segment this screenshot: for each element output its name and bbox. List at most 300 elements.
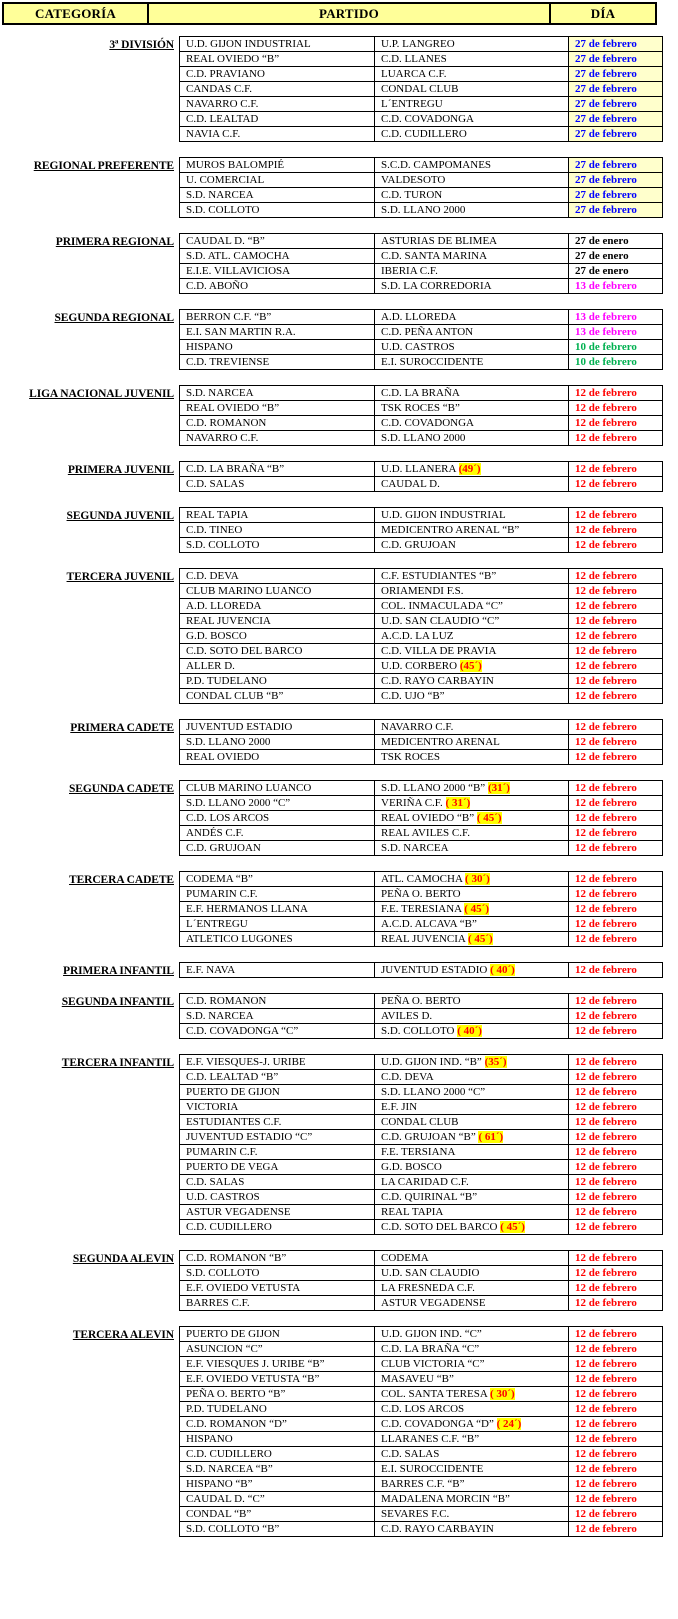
matches-table xyxy=(179,1054,663,1235)
home-team-cell: JUVENTUD ESTADIO “C” xyxy=(180,1130,375,1145)
matches-table xyxy=(179,233,663,294)
away-team-cell xyxy=(375,112,569,127)
home-team-cell: E.F. VIESQUES J. URIBE “B” xyxy=(180,1357,375,1372)
match-row xyxy=(180,1327,663,1342)
match-day-cell: 27 de febrero xyxy=(569,203,663,218)
away-team-cell xyxy=(375,1115,569,1130)
match-row xyxy=(180,188,663,203)
match-day-cell: 12 de febrero xyxy=(569,1130,663,1145)
away-team-name: S.D. LLANO 2000 “B” xyxy=(381,781,486,794)
match-day-cell: 27 de febrero xyxy=(569,158,663,173)
match-row xyxy=(180,234,663,249)
match-day-cell: 12 de febrero xyxy=(569,1266,663,1281)
category-section xyxy=(2,309,678,370)
minute-note: ( 24´) xyxy=(496,1417,522,1430)
match-row xyxy=(180,811,663,826)
away-team-cell xyxy=(375,1447,569,1462)
category-label: TERCERA JUVENIL xyxy=(66,571,174,583)
match-day-cell: 12 de febrero xyxy=(569,1190,663,1205)
away-team-cell xyxy=(375,902,569,917)
home-team-cell: S.D. COLLOTO xyxy=(180,1266,375,1281)
minute-note: ( 30´) xyxy=(465,872,490,885)
away-team-cell xyxy=(375,416,569,431)
match-row xyxy=(180,1281,663,1296)
match-row xyxy=(180,1296,663,1311)
match-day-cell: 27 de febrero xyxy=(569,188,663,203)
category-label: REGIONAL PREFERENTE xyxy=(33,160,174,172)
home-team-cell: C.D. ABOÑO xyxy=(180,279,375,294)
match-day-cell: 12 de febrero xyxy=(569,538,663,553)
away-team-cell xyxy=(375,158,569,173)
away-team-name: C.D. SANTA MARINA xyxy=(381,249,488,262)
away-team-cell xyxy=(375,1417,569,1432)
away-team-cell xyxy=(375,963,569,978)
match-row xyxy=(180,1357,663,1372)
home-team-cell: S.D. LLANO 2000 xyxy=(180,735,375,750)
match-day-cell: 12 de febrero xyxy=(569,1009,663,1024)
away-team-cell xyxy=(375,917,569,932)
home-team-cell: NAVIA C.F. xyxy=(180,127,375,142)
home-team-cell: L´ENTREGU xyxy=(180,917,375,932)
away-team-cell xyxy=(375,523,569,538)
match-day-cell: 12 de febrero xyxy=(569,902,663,917)
match-row xyxy=(180,887,663,902)
away-team-name: S.D. COLLOTO xyxy=(381,1024,455,1037)
match-day-cell: 27 de febrero xyxy=(569,37,663,52)
home-team-cell: MUROS BALOMPIÉ xyxy=(180,158,375,173)
match-day-cell: 12 de febrero xyxy=(569,523,663,538)
away-team-cell xyxy=(375,629,569,644)
away-team-name: C.D. LA BRAÑA “C” xyxy=(381,1342,480,1355)
match-row xyxy=(180,1024,663,1039)
away-team-cell xyxy=(375,538,569,553)
away-team-name: A.C.D. LA LUZ xyxy=(381,629,454,642)
away-team-name: LLARANES C.F. “B” xyxy=(381,1432,480,1445)
home-team-cell: E.F. OVIEDO VETUSTA xyxy=(180,1281,375,1296)
match-row xyxy=(180,1372,663,1387)
match-row xyxy=(180,735,663,750)
away-team-name: JUVENTUD ESTADIO xyxy=(381,963,488,976)
away-team-cell xyxy=(375,1100,569,1115)
match-row xyxy=(180,249,663,264)
match-day-cell: 12 de febrero xyxy=(569,1387,663,1402)
away-team-name: S.D. LLANO 2000 xyxy=(381,431,466,444)
home-team-cell: REAL JUVENCIA xyxy=(180,614,375,629)
match-row xyxy=(180,659,663,674)
match-row xyxy=(180,173,663,188)
home-team-cell: ANDÉS C.F. xyxy=(180,826,375,841)
away-team-name: IBERIA C.F. xyxy=(381,264,438,277)
away-team-cell xyxy=(375,1220,569,1235)
home-team-cell: ASUNCION “C” xyxy=(180,1342,375,1357)
match-row xyxy=(180,1342,663,1357)
home-team-cell: C.D. PRAVIANO xyxy=(180,67,375,82)
matches-table xyxy=(179,719,663,765)
home-team-cell: REAL OVIEDO “B” xyxy=(180,401,375,416)
match-row xyxy=(180,1266,663,1281)
away-team-cell xyxy=(375,82,569,97)
match-day-cell: 12 de febrero xyxy=(569,1492,663,1507)
match-day-cell: 27 de enero xyxy=(569,249,663,264)
match-row xyxy=(180,1130,663,1145)
match-row xyxy=(180,340,663,355)
minute-note: (45´) xyxy=(459,659,482,672)
away-team-name: U.D. CASTROS xyxy=(381,340,455,353)
match-row xyxy=(180,917,663,932)
away-team-name: S.C.D. CAMPOMANES xyxy=(381,158,492,171)
match-day-cell: 27 de febrero xyxy=(569,97,663,112)
home-team-cell: PEÑA O. BERTO “B” xyxy=(180,1387,375,1402)
away-team-cell xyxy=(375,127,569,142)
away-team-name: C.D. LLANES xyxy=(381,52,447,65)
match-row xyxy=(180,477,663,492)
match-row xyxy=(180,674,663,689)
away-team-name: C.D. TURON xyxy=(381,188,443,201)
table-header xyxy=(2,2,657,25)
match-row xyxy=(180,1175,663,1190)
away-team-cell xyxy=(375,796,569,811)
away-team-name: C.D. UJO “B” xyxy=(381,689,445,702)
away-team-cell xyxy=(375,431,569,446)
minute-note: ( 45´) xyxy=(476,811,502,824)
home-team-cell: C.D. ROMANON “D” xyxy=(180,1417,375,1432)
away-team-cell xyxy=(375,97,569,112)
home-team-cell: C.D. DEVA xyxy=(180,569,375,584)
away-team-name: TSK ROCES xyxy=(381,750,440,763)
match-day-cell: 27 de febrero xyxy=(569,67,663,82)
home-team-cell: S.D. NARCEA xyxy=(180,386,375,401)
match-day-cell: 12 de febrero xyxy=(569,826,663,841)
home-team-cell: P.D. TUDELANO xyxy=(180,674,375,689)
away-team-name: MASAVEU “B” xyxy=(381,1372,454,1385)
match-day-cell: 27 de febrero xyxy=(569,127,663,142)
match-row xyxy=(180,1070,663,1085)
away-team-cell xyxy=(375,203,569,218)
away-team-name: CONDAL CLUB xyxy=(381,82,459,95)
away-team-cell xyxy=(375,173,569,188)
home-team-cell: C.D. SALAS xyxy=(180,477,375,492)
away-team-name: SEVARES F.C. xyxy=(381,1507,450,1520)
away-team-cell xyxy=(375,1205,569,1220)
home-team-cell: C.D. ROMANON “B” xyxy=(180,1251,375,1266)
match-day-cell: 27 de febrero xyxy=(569,82,663,97)
home-team-cell: S.D. COLLOTO “B” xyxy=(180,1522,375,1537)
category-label: TERCERA INFANTIL xyxy=(61,1057,174,1069)
home-team-cell: S.D. NARCEA xyxy=(180,188,375,203)
match-row xyxy=(180,1115,663,1130)
match-row xyxy=(180,82,663,97)
away-team-name: TSK ROCES “B” xyxy=(381,401,460,414)
match-row xyxy=(180,1100,663,1115)
match-day-cell: 12 de febrero xyxy=(569,1372,663,1387)
match-row xyxy=(180,203,663,218)
home-team-cell: C.D. CUDILLERO xyxy=(180,1447,375,1462)
home-team-cell: NAVARRO C.F. xyxy=(180,97,375,112)
away-team-cell xyxy=(375,1492,569,1507)
match-row xyxy=(180,1432,663,1447)
match-row xyxy=(180,325,663,340)
away-team-name: CAUDAL D. xyxy=(381,477,440,490)
away-team-cell xyxy=(375,1327,569,1342)
away-team-cell xyxy=(375,826,569,841)
match-day-cell: 12 de febrero xyxy=(569,1507,663,1522)
match-row xyxy=(180,994,663,1009)
away-team-name: BARRES C.F. “B” xyxy=(381,1477,465,1490)
away-team-name: COL. INMACULADA “C” xyxy=(381,599,503,612)
match-row xyxy=(180,37,663,52)
away-team-name: C.D. LOS ARCOS xyxy=(381,1402,465,1415)
away-team-cell xyxy=(375,584,569,599)
away-team-cell xyxy=(375,249,569,264)
match-day-cell: 12 de febrero xyxy=(569,599,663,614)
away-team-name: C.D. RAYO CARBAYIN xyxy=(381,674,494,687)
home-team-cell: NAVARRO C.F. xyxy=(180,431,375,446)
match-day-cell: 12 de febrero xyxy=(569,994,663,1009)
match-day-cell: 12 de febrero xyxy=(569,1251,663,1266)
away-team-name: U.P. LANGREO xyxy=(381,37,455,50)
match-day-cell: 12 de febrero xyxy=(569,462,663,477)
match-row xyxy=(180,1387,663,1402)
away-team-name: C.D. VILLA DE PRAVIA xyxy=(381,644,497,657)
away-team-cell xyxy=(375,264,569,279)
away-team-name: F.E. TERESIANA xyxy=(381,902,462,915)
minute-note: (31´) xyxy=(487,781,510,794)
home-team-cell: JUVENTUD ESTADIO xyxy=(180,720,375,735)
match-row xyxy=(180,1085,663,1100)
sections xyxy=(2,36,678,1537)
home-team-cell: E.F. VIESQUES-J. URIBE xyxy=(180,1055,375,1070)
away-team-name: C.D. DEVA xyxy=(381,1070,434,1083)
away-team-cell xyxy=(375,1145,569,1160)
match-row xyxy=(180,416,663,431)
category-section xyxy=(2,993,678,1039)
match-row xyxy=(180,872,663,887)
match-row xyxy=(180,1462,663,1477)
matches-table xyxy=(179,309,663,370)
home-team-cell: PUERTO DE GIJON xyxy=(180,1085,375,1100)
match-row xyxy=(180,1492,663,1507)
home-team-cell: PUERTO DE VEGA xyxy=(180,1160,375,1175)
match-row xyxy=(180,902,663,917)
away-team-name: S.D. NARCEA xyxy=(381,841,449,854)
home-team-cell: CLUB MARINO LUANCO xyxy=(180,781,375,796)
away-team-cell xyxy=(375,234,569,249)
matches-table xyxy=(179,507,663,553)
home-team-cell: C.D. LOS ARCOS xyxy=(180,811,375,826)
match-row xyxy=(180,158,663,173)
match-row xyxy=(180,750,663,765)
away-team-cell xyxy=(375,508,569,523)
match-day-cell: 12 de febrero xyxy=(569,932,663,947)
away-team-cell xyxy=(375,1190,569,1205)
away-team-cell xyxy=(375,1281,569,1296)
category-section xyxy=(2,233,678,294)
away-team-cell xyxy=(375,932,569,947)
category-label: TERCERA CADETE xyxy=(69,874,174,886)
match-day-cell: 12 de febrero xyxy=(569,1085,663,1100)
away-team-cell xyxy=(375,1055,569,1070)
match-day-cell: 12 de febrero xyxy=(569,1220,663,1235)
away-team-cell xyxy=(375,689,569,704)
match-row xyxy=(180,538,663,553)
away-team-cell xyxy=(375,279,569,294)
away-team-name: C.D. GRUJOAN xyxy=(381,538,456,551)
matches-table xyxy=(179,385,663,446)
category-label: TERCERA ALEVIN xyxy=(72,1329,174,1341)
matches-table xyxy=(179,36,663,142)
minute-note: (35´) xyxy=(484,1055,507,1068)
match-row xyxy=(180,1205,663,1220)
home-team-cell: S.D. ATL. CAMOCHA xyxy=(180,249,375,264)
away-team-name: COL. SANTA TERESA xyxy=(381,1387,488,1400)
home-team-cell: ATLETICO LUGONES xyxy=(180,932,375,947)
home-team-cell: PUERTO DE GIJON xyxy=(180,1327,375,1342)
away-team-cell xyxy=(375,644,569,659)
category-label: PRIMERA JUVENIL xyxy=(67,464,174,476)
match-day-cell: 12 de febrero xyxy=(569,1296,663,1311)
home-team-cell: PUMARIN C.F. xyxy=(180,1145,375,1160)
home-team-cell: C.D. CUDILLERO xyxy=(180,1220,375,1235)
minute-note: ( 61´) xyxy=(478,1130,504,1143)
match-row xyxy=(180,1477,663,1492)
match-day-cell: 12 de febrero xyxy=(569,1100,663,1115)
away-team-cell xyxy=(375,750,569,765)
away-team-name: C.D. COVADONGA “D” xyxy=(381,1417,494,1430)
home-team-cell: VICTORIA xyxy=(180,1100,375,1115)
match-day-cell: 12 de febrero xyxy=(569,644,663,659)
match-day-cell: 12 de febrero xyxy=(569,811,663,826)
away-team-name: CODEMA xyxy=(381,1251,429,1264)
home-team-cell: C.D. LA BRAÑA “B” xyxy=(180,462,375,477)
match-day-cell: 12 de febrero xyxy=(569,584,663,599)
away-team-name: G.D. BOSCO xyxy=(381,1160,442,1173)
category-label: 3ª DIVISIÓN xyxy=(109,39,174,51)
match-day-cell: 12 de febrero xyxy=(569,569,663,584)
away-team-name: ASTUR VEGADENSE xyxy=(381,1296,486,1309)
match-day-cell: 27 de febrero xyxy=(569,52,663,67)
away-team-cell xyxy=(375,1296,569,1311)
away-team-cell xyxy=(375,1085,569,1100)
home-team-cell: G.D. BOSCO xyxy=(180,629,375,644)
match-row xyxy=(180,614,663,629)
match-day-cell: 12 de febrero xyxy=(569,1357,663,1372)
minute-note: ( 30´) xyxy=(489,1387,515,1400)
away-team-name: LA FRESNEDA C.F. xyxy=(381,1281,475,1294)
minute-note: ( 40´) xyxy=(457,1024,482,1037)
match-day-cell: 12 de febrero xyxy=(569,1432,663,1447)
match-day-cell: 13 de febrero xyxy=(569,279,663,294)
away-team-cell xyxy=(375,310,569,325)
match-day-cell: 12 de febrero xyxy=(569,1055,663,1070)
home-team-cell: E.F. NAVA xyxy=(180,963,375,978)
away-team-cell xyxy=(375,599,569,614)
away-team-cell xyxy=(375,841,569,856)
away-team-cell xyxy=(375,462,569,477)
category-section xyxy=(2,962,678,978)
match-row xyxy=(180,1447,663,1462)
away-team-cell xyxy=(375,67,569,82)
match-row xyxy=(180,1190,663,1205)
home-team-cell: CONDAL CLUB “B” xyxy=(180,689,375,704)
match-day-cell: 12 de febrero xyxy=(569,1115,663,1130)
away-team-name: LA CARIDAD C.F. xyxy=(381,1175,469,1188)
match-day-cell: 13 de febrero xyxy=(569,310,663,325)
match-day-cell: 12 de febrero xyxy=(569,1327,663,1342)
away-team-name: MADALENA MORCIN “B” xyxy=(381,1492,510,1505)
match-day-cell: 12 de febrero xyxy=(569,1342,663,1357)
away-team-cell xyxy=(375,674,569,689)
category-section xyxy=(2,1054,678,1235)
away-team-name: VERIÑA C.F. xyxy=(381,796,443,809)
away-team-cell xyxy=(375,1266,569,1281)
match-day-cell: 27 de febrero xyxy=(569,112,663,127)
match-day-cell: 12 de febrero xyxy=(569,477,663,492)
away-team-name: U.D. CORBERO xyxy=(381,659,458,672)
away-team-cell xyxy=(375,355,569,370)
home-team-cell: P.D. TUDELANO xyxy=(180,1402,375,1417)
matches-table xyxy=(179,1326,663,1537)
match-row xyxy=(180,1009,663,1024)
match-row xyxy=(180,52,663,67)
home-team-cell: CANDAS C.F. xyxy=(180,82,375,97)
category-label: PRIMERA INFANTIL xyxy=(63,965,174,977)
match-row xyxy=(180,1522,663,1537)
match-day-cell: 10 de febrero xyxy=(569,355,663,370)
match-row xyxy=(180,1251,663,1266)
match-day-cell: 12 de febrero xyxy=(569,796,663,811)
away-team-cell xyxy=(375,1507,569,1522)
home-team-cell: REAL TAPIA xyxy=(180,508,375,523)
away-team-cell xyxy=(375,401,569,416)
home-team-cell: ESTUDIANTES C.F. xyxy=(180,1115,375,1130)
home-team-cell: CODEMA “B” xyxy=(180,872,375,887)
away-team-name: U.D. SAN CLAUDIO “C” xyxy=(381,614,500,627)
match-row xyxy=(180,523,663,538)
match-row xyxy=(180,355,663,370)
match-row xyxy=(180,1507,663,1522)
home-team-cell: E.F. OVIEDO VETUSTA “B” xyxy=(180,1372,375,1387)
minute-note: (49´) xyxy=(458,462,481,475)
match-day-cell: 12 de febrero xyxy=(569,1281,663,1296)
matches-table xyxy=(179,993,663,1039)
home-team-cell: C.D. LEALTAD “B” xyxy=(180,1070,375,1085)
away-team-name: C.D. COVADONGA xyxy=(381,112,475,125)
away-team-cell xyxy=(375,994,569,1009)
home-team-cell: A.D. LLOREDA xyxy=(180,599,375,614)
away-team-cell xyxy=(375,1024,569,1039)
match-day-cell: 27 de enero xyxy=(569,234,663,249)
header-partido: PARTIDO xyxy=(149,4,551,23)
match-day-cell: 12 de febrero xyxy=(569,1175,663,1190)
away-team-name: ATL. CAMOCHA xyxy=(381,872,463,885)
away-team-cell xyxy=(375,1402,569,1417)
match-row xyxy=(180,310,663,325)
away-team-cell xyxy=(375,477,569,492)
match-day-cell: 12 de febrero xyxy=(569,1160,663,1175)
away-team-name: LUARCA C.F. xyxy=(381,67,447,80)
home-team-cell: S.D. COLLOTO xyxy=(180,538,375,553)
away-team-cell xyxy=(375,811,569,826)
match-day-cell: 12 de febrero xyxy=(569,917,663,932)
away-team-cell xyxy=(375,188,569,203)
match-day-cell: 12 de febrero xyxy=(569,750,663,765)
away-team-name: F.E. TERSIANA xyxy=(381,1145,456,1158)
match-day-cell: 12 de febrero xyxy=(569,659,663,674)
away-team-name: REAL OVIEDO “B” xyxy=(381,811,475,824)
away-team-name: S.D. LA CORREDORIA xyxy=(381,279,492,292)
match-day-cell: 27 de febrero xyxy=(569,173,663,188)
home-team-cell: CONDAL “B” xyxy=(180,1507,375,1522)
